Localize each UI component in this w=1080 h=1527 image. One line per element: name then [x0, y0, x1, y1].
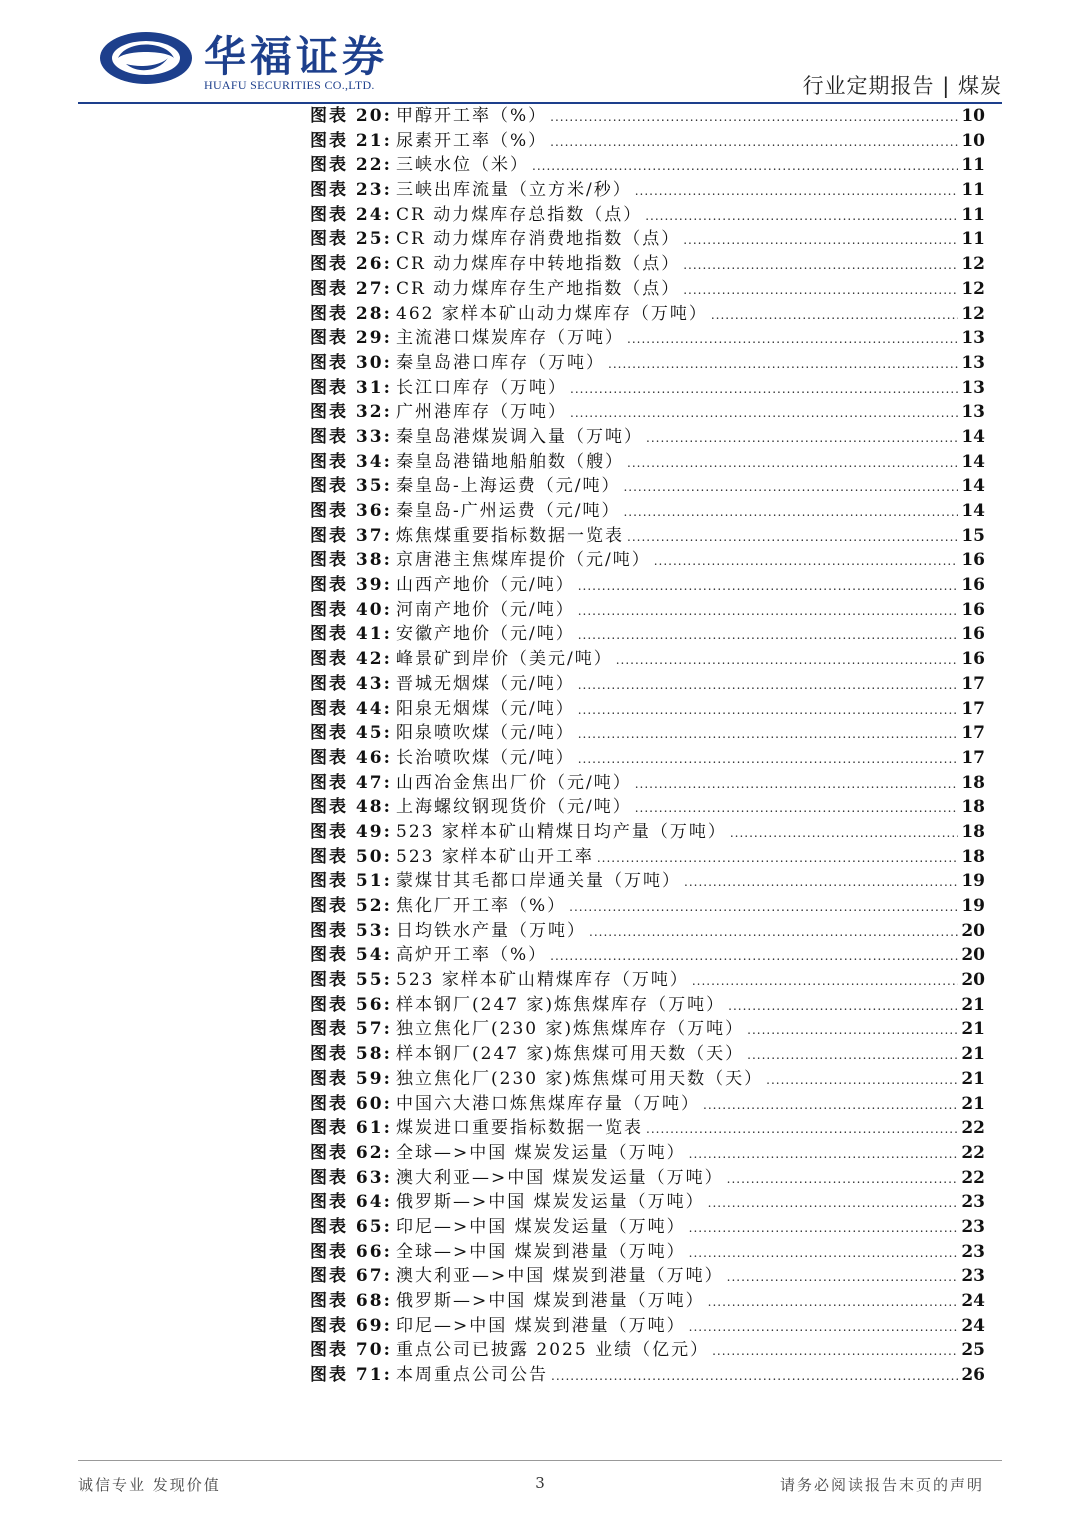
toc-entry-title: 蒙煤甘其毛都口岸通关量（万吨） — [396, 871, 681, 892]
toc-entry[interactable] — [310, 1116, 985, 1141]
toc-entry-label: 图表 26: — [310, 254, 392, 275]
toc-entry-title: 晋城无烟煤（元/吨） — [396, 673, 575, 694]
toc-entry-label: 图表 66: — [310, 1241, 392, 1262]
toc-entry-label: 图表 47: — [310, 772, 392, 793]
toc-dot-leader — [689, 1142, 959, 1167]
toc-entry-label: 图表 35: — [310, 476, 392, 497]
toc-entry-label: 图表 33: — [310, 426, 392, 447]
toc-entry-page: 21 — [961, 1068, 985, 1089]
toc-entry-label: 图表 23: — [310, 180, 392, 201]
toc-entry[interactable] — [310, 1363, 985, 1388]
toc-entry-page: 23 — [961, 1216, 985, 1237]
toc-entry-title: 山西产地价（元/吨） — [396, 575, 575, 596]
toc-entry[interactable] — [310, 351, 985, 376]
toc-dot-leader — [747, 1043, 958, 1068]
toc-entry-label: 图表 34: — [310, 451, 392, 472]
toc-entry[interactable] — [310, 1190, 985, 1215]
toc-entry-label: 图表 25: — [310, 229, 392, 250]
toc-entry-label: 图表 58: — [310, 1044, 392, 1065]
toc-entry[interactable] — [310, 845, 985, 870]
toc-entry-label: 图表 42: — [310, 649, 392, 670]
toc-entry[interactable] — [310, 1314, 985, 1339]
toc-dot-leader — [578, 747, 959, 772]
toc-entry[interactable] — [310, 697, 985, 722]
toc-entry-label: 图表 43: — [310, 673, 392, 694]
toc-entry-page: 18 — [961, 797, 985, 818]
toc-entry-page: 11 — [961, 155, 985, 176]
toc-entry-page: 15 — [961, 525, 985, 546]
toc-entry-page: 12 — [961, 254, 985, 275]
toc-dot-leader — [627, 451, 958, 476]
toc-entry-title: 尿素开工率（%） — [396, 130, 548, 151]
toc-dot-leader — [551, 1364, 958, 1389]
toc-entry[interactable] — [310, 746, 985, 771]
toc-entry-title: 广州港库存（万吨） — [396, 402, 567, 423]
toc-entry-title: CR 动力煤库存总指数（点） — [396, 204, 643, 225]
toc-dot-leader — [708, 1191, 959, 1216]
toc-entry-page: 11 — [961, 180, 985, 201]
toc-entry-title: 秦皇岛-广州运费（元/吨） — [396, 501, 621, 521]
toc-entry[interactable] — [310, 252, 985, 277]
toc-entry-page: 16 — [961, 550, 985, 571]
toc-entry-title: 523 家样本矿山开工率 — [396, 846, 594, 867]
toc-entry[interactable] — [310, 524, 985, 549]
toc-entry-title: 秦皇岛-上海运费（元/吨） — [396, 476, 621, 497]
toc-entry[interactable] — [310, 326, 985, 351]
toc-entry-label: 图表 61: — [310, 1118, 392, 1139]
toc-entry-label: 图表 68: — [310, 1291, 392, 1311]
toc-entry[interactable] — [310, 622, 985, 647]
toc-dot-leader — [727, 1265, 959, 1290]
toc-entry-title: 本周重点公司公告 — [396, 1365, 548, 1386]
toc-entry-page: 24 — [961, 1315, 985, 1336]
toc-entry-page: 13 — [961, 377, 985, 398]
toc-entry-title: 独立焦化厂(230 家)炼焦煤可用天数（天） — [396, 1068, 764, 1089]
toc-entry-title: 样本钢厂(247 家)炼焦煤可用天数（天） — [396, 1044, 745, 1065]
toc-dot-leader — [683, 253, 958, 278]
toc-entry[interactable] — [310, 795, 985, 820]
toc-entry-page: 18 — [961, 821, 985, 842]
toc-entry-title: 长江口库存（万吨） — [396, 377, 567, 398]
toc-entry-title: 俄罗斯—>中国 煤炭发运量（万吨） — [396, 1192, 705, 1213]
toc-dot-leader — [711, 303, 958, 328]
toc-dot-leader — [627, 525, 958, 550]
page-header — [0, 0, 1080, 108]
toc-entry-label: 图表 49: — [310, 821, 392, 842]
toc-entry-title: 澳大利亚—>中国 煤炭到港量（万吨） — [396, 1266, 724, 1287]
toc-entry-title: 京唐港主焦煤库提价（元/吨） — [396, 550, 651, 571]
toc-entry-title: 秦皇岛港锚地船舶数（艘） — [396, 451, 624, 472]
toc-entry-label: 图表 46: — [310, 747, 392, 768]
toc-entry-label: 图表 45: — [310, 723, 392, 744]
toc-entry-label: 图表 39: — [310, 575, 392, 596]
toc-dot-leader — [730, 821, 958, 846]
toc-dot-leader — [570, 377, 958, 402]
toc-entry-page: 11 — [961, 229, 985, 250]
toc-dot-leader — [646, 426, 958, 451]
toc-entry-label: 图表 20: — [310, 106, 392, 126]
toc-dot-leader — [578, 623, 959, 648]
toc-entry-label: 图表 36: — [310, 501, 392, 521]
toc-dot-leader — [635, 772, 959, 797]
toc-entry[interactable] — [310, 474, 985, 499]
toc-entry-page: 10 — [961, 106, 985, 126]
toc-entry-title: 煤炭进口重要指标数据一览表 — [396, 1118, 643, 1139]
toc-entry-label: 图表 40: — [310, 599, 392, 620]
toc-entry[interactable] — [310, 573, 985, 598]
toc-entry-page: 13 — [961, 328, 985, 349]
toc-entry[interactable] — [310, 1264, 985, 1289]
toc-entry-page: 22 — [961, 1167, 985, 1188]
toc-entry-page: 18 — [961, 772, 985, 793]
toc-entry-label: 图表 27: — [310, 278, 392, 299]
toc-entry-label: 图表 41: — [310, 624, 392, 645]
toc-entry-title: 独立焦化厂(230 家)炼焦煤库存（万吨） — [396, 1019, 745, 1040]
toc-entry-label: 图表 60: — [310, 1093, 392, 1114]
toc-dot-leader — [550, 130, 958, 155]
toc-entry-title: 样本钢厂(247 家)炼焦煤库存（万吨） — [396, 994, 726, 1015]
toc-entry-title: 炼焦煤重要指标数据一览表 — [396, 525, 624, 546]
toc-entry-label: 图表 29: — [310, 328, 392, 349]
toc-dot-leader — [623, 500, 958, 525]
footer-disclaimer: 请务必阅读报告末页的声明 — [779, 1476, 984, 1494]
toc-entry-title: 澳大利亚—>中国 煤炭发运量（万吨） — [396, 1167, 724, 1188]
toc-entry-title: 全球—>中国 煤炭到港量（万吨） — [396, 1241, 686, 1262]
toc-entry[interactable] — [310, 1289, 985, 1314]
toc-dot-leader — [569, 895, 958, 920]
toc-entry[interactable] — [310, 647, 985, 672]
toc-entry[interactable] — [310, 721, 985, 746]
toc-entry[interactable] — [310, 425, 985, 450]
toc-dot-leader — [728, 994, 958, 1019]
toc-dot-leader — [683, 228, 958, 253]
toc-entry[interactable] — [310, 598, 985, 623]
toc-entry[interactable] — [310, 227, 985, 252]
toc-entry-label: 图表 63: — [310, 1167, 392, 1188]
toc-entry-title: 三峡出库流量（立方米/秒） — [396, 180, 632, 201]
toc-entry-page: 12 — [961, 303, 985, 324]
toc-entry-label: 图表 70: — [310, 1340, 392, 1361]
toc-entry-page: 17 — [961, 723, 985, 744]
toc-entry-title: 焦化厂开工率（%） — [396, 896, 567, 916]
toc-entry-title: 上海螺纹钢现货价（元/吨） — [396, 797, 632, 818]
toc-entry[interactable] — [310, 1141, 985, 1166]
toc-entry-label: 图表 59: — [310, 1068, 392, 1089]
toc-entry-page: 17 — [961, 698, 985, 719]
toc-dot-leader — [627, 327, 958, 352]
toc-entry[interactable] — [310, 1067, 985, 1092]
toc-dot-leader — [616, 648, 959, 673]
toc-entry-page: 16 — [961, 624, 985, 645]
toc-entry-title: 河南产地价（元/吨） — [396, 599, 575, 620]
toc-entry-title: 三峡水位（米） — [396, 155, 529, 176]
toc-entry[interactable] — [310, 450, 985, 475]
toc-entry-label: 图表 31: — [310, 377, 392, 398]
toc-dot-leader — [689, 1241, 959, 1266]
table-of-figures — [310, 104, 985, 1388]
toc-entry-label: 图表 54: — [310, 945, 392, 966]
toc-entry-page: 14 — [961, 501, 985, 521]
toc-entry-label: 图表 62: — [310, 1142, 392, 1163]
toc-entry[interactable] — [310, 1017, 985, 1042]
toc-dot-leader — [703, 1093, 958, 1118]
toc-entry-title: CR 动力煤库存消费地指数（点） — [396, 229, 681, 250]
toc-entry-page: 22 — [961, 1118, 985, 1139]
toc-entry[interactable] — [310, 1092, 985, 1117]
toc-entry-page: 20 — [961, 945, 985, 966]
toc-entry-page: 23 — [961, 1192, 985, 1213]
toc-entry-title: 523 家样本矿山精煤库存（万吨） — [396, 970, 689, 991]
toc-dot-leader — [578, 673, 959, 698]
toc-entry-page: 13 — [961, 402, 985, 423]
toc-entry-title: 阳泉无烟煤（元/吨） — [396, 698, 575, 719]
toc-dot-leader — [727, 1167, 959, 1192]
toc-entry-label: 图表 32: — [310, 402, 392, 423]
toc-entry-title: 秦皇岛港煤炭调入量（万吨） — [396, 426, 643, 447]
toc-entry-title: 全球—>中国 煤炭发运量（万吨） — [396, 1142, 686, 1163]
toc-entry-label: 图表 22: — [310, 155, 392, 176]
toc-entry-title: 523 家样本矿山精煤日均产量（万吨） — [396, 821, 727, 842]
toc-entry[interactable] — [310, 1240, 985, 1265]
toc-dot-leader — [578, 722, 959, 747]
toc-entry[interactable] — [310, 277, 985, 302]
toc-entry-label: 图表 37: — [310, 525, 392, 546]
toc-entry-page: 22 — [961, 1142, 985, 1163]
toc-entry-page: 18 — [961, 846, 985, 867]
toc-entry-page: 21 — [961, 1044, 985, 1065]
toc-dot-leader — [646, 1117, 958, 1142]
toc-entry-label: 图表 69: — [310, 1315, 392, 1336]
toc-entry-title: 长治喷吹煤（元/吨） — [396, 747, 575, 768]
toc-dot-leader — [550, 944, 958, 969]
toc-dot-leader — [708, 1290, 959, 1315]
logo-chinese-name: 华福证券 — [204, 32, 389, 81]
toc-entry[interactable] — [310, 820, 985, 845]
toc-entry[interactable] — [310, 104, 985, 129]
toc-entry-page: 26 — [961, 1365, 985, 1386]
toc-dot-leader — [712, 1339, 958, 1364]
toc-entry-page: 17 — [961, 747, 985, 768]
toc-entry-title: 日均铁水产量（万吨） — [396, 920, 586, 941]
toc-entry-page: 24 — [961, 1291, 985, 1311]
toc-entry-title: 安徽产地价（元/吨） — [396, 624, 575, 645]
toc-dot-leader — [589, 920, 958, 945]
toc-entry[interactable] — [310, 1166, 985, 1191]
toc-entry-page: 14 — [961, 451, 985, 472]
toc-entry-page: 16 — [961, 649, 985, 670]
toc-dot-leader — [578, 574, 959, 599]
toc-entry-title: CR 动力煤库存中转地指数（点） — [396, 254, 681, 275]
toc-entry-page: 13 — [961, 352, 985, 373]
toc-dot-leader — [766, 1068, 958, 1093]
toc-entry-page: 23 — [961, 1266, 985, 1287]
toc-dot-leader — [692, 969, 958, 994]
toc-entry-title: 高炉开工率（%） — [396, 945, 548, 966]
toc-entry-page: 19 — [961, 896, 985, 916]
toc-entry-title: 重点公司已披露 2025 业绩（亿元） — [396, 1340, 710, 1361]
toc-entry-page: 11 — [961, 204, 985, 225]
toc-dot-leader — [689, 1315, 959, 1340]
toc-entry[interactable] — [310, 178, 985, 203]
toc-entry[interactable] — [310, 894, 985, 919]
toc-entry-page: 16 — [961, 575, 985, 596]
toc-dot-leader — [654, 549, 959, 574]
toc-entry-page: 19 — [961, 871, 985, 892]
toc-dot-leader — [608, 352, 958, 377]
toc-entry[interactable] — [310, 302, 985, 327]
toc-entry-title: 中国六大港口炼焦煤库存量（万吨） — [396, 1093, 700, 1114]
toc-entry[interactable] — [310, 203, 985, 228]
toc-entry[interactable] — [310, 771, 985, 796]
toc-entry-page: 14 — [961, 476, 985, 497]
toc-entry-title: 主流港口煤炭库存（万吨） — [396, 328, 624, 349]
toc-dot-leader — [645, 204, 958, 229]
toc-entry-page: 23 — [961, 1241, 985, 1262]
toc-entry-title: 阳泉喷吹煤（元/吨） — [396, 723, 575, 744]
toc-entry-page: 21 — [961, 1093, 985, 1114]
toc-entry-title: 甲醇开工率（%） — [396, 106, 548, 126]
toc-entry-label: 图表 64: — [310, 1192, 392, 1213]
toc-entry-title: CR 动力煤库存生产地指数（点） — [396, 278, 681, 299]
logo-english-name: HUAFU SECURITIES CO.,LTD. — [204, 78, 375, 92]
toc-dot-leader — [597, 846, 958, 871]
toc-entry[interactable] — [310, 968, 985, 993]
toc-entry-label: 图表 71: — [310, 1365, 392, 1386]
toc-entry-page: 25 — [961, 1340, 985, 1361]
toc-dot-leader — [635, 796, 959, 821]
toc-entry-page: 10 — [961, 130, 985, 151]
toc-entry-label: 图表 28: — [310, 303, 392, 324]
toc-entry-title: 印尼—>中国 煤炭到港量（万吨） — [396, 1315, 686, 1336]
toc-entry[interactable] — [310, 869, 985, 894]
toc-entry-label: 图表 48: — [310, 797, 392, 818]
toc-entry[interactable] — [310, 376, 985, 401]
toc-entry[interactable] — [310, 548, 985, 573]
toc-entry-label: 图表 51: — [310, 871, 392, 892]
page-number: 3 — [535, 1474, 545, 1492]
toc-entry-label: 图表 50: — [310, 846, 392, 867]
toc-entry-label: 图表 52: — [310, 896, 392, 916]
toc-dot-leader — [684, 870, 958, 895]
toc-entry[interactable] — [310, 919, 985, 944]
toc-entry[interactable] — [310, 153, 985, 178]
page-footer — [0, 1460, 1080, 1520]
toc-entry[interactable] — [310, 1215, 985, 1240]
toc-entry-label: 图表 44: — [310, 698, 392, 719]
toc-entry-title: 秦皇岛港口库存（万吨） — [396, 352, 605, 373]
toc-entry-label: 图表 38: — [310, 550, 392, 571]
toc-entry-label: 图表 24: — [310, 204, 392, 225]
toc-entry[interactable] — [310, 993, 985, 1018]
toc-entry-label: 图表 53: — [310, 920, 392, 941]
toc-entry-page: 16 — [961, 599, 985, 620]
toc-entry-page: 21 — [961, 1019, 985, 1040]
toc-entry-label: 图表 67: — [310, 1266, 392, 1287]
toc-dot-leader — [623, 475, 958, 500]
toc-entry-label: 图表 21: — [310, 130, 392, 151]
toc-dot-leader — [747, 1018, 958, 1043]
toc-dot-leader — [570, 401, 958, 426]
toc-dot-leader — [578, 599, 959, 624]
toc-entry[interactable] — [310, 499, 985, 524]
toc-entry[interactable] — [310, 129, 985, 154]
toc-entry-title: 印尼—>中国 煤炭发运量（万吨） — [396, 1216, 686, 1237]
toc-entry-page: 14 — [961, 426, 985, 447]
toc-entry[interactable] — [310, 1042, 985, 1067]
toc-dot-leader — [550, 105, 958, 130]
toc-entry-label: 图表 55: — [310, 970, 392, 991]
toc-entry-page: 17 — [961, 673, 985, 694]
toc-entry-page: 12 — [961, 278, 985, 299]
toc-dot-leader — [683, 278, 958, 303]
toc-entry-title: 俄罗斯—>中国 煤炭到港量（万吨） — [396, 1291, 705, 1311]
toc-dot-leader — [689, 1216, 959, 1241]
toc-entry-label: 图表 57: — [310, 1019, 392, 1040]
toc-dot-leader — [578, 698, 959, 723]
toc-entry[interactable] — [310, 400, 985, 425]
toc-entry[interactable] — [310, 943, 985, 968]
toc-dot-leader — [635, 179, 959, 204]
toc-entry-page: 20 — [961, 920, 985, 941]
toc-entry[interactable] — [310, 672, 985, 697]
report-type-label: 行业定期报告 | 煤炭 — [802, 74, 1002, 98]
toc-entry-title: 462 家样本矿山动力煤库存（万吨） — [396, 303, 708, 324]
toc-entry-label: 图表 30: — [310, 352, 392, 373]
footer-slogan: 诚信专业 发现价值 — [78, 1476, 221, 1494]
toc-entry[interactable] — [310, 1338, 985, 1363]
toc-entry-title: 山西冶金焦出厂价（元/吨） — [396, 772, 632, 793]
toc-entry-label: 图表 56: — [310, 994, 392, 1015]
toc-entry-label: 图表 65: — [310, 1216, 392, 1237]
toc-dot-leader — [532, 154, 958, 179]
toc-entry-page: 21 — [961, 994, 985, 1015]
huafu-logo-icon — [96, 28, 196, 88]
footer-divider — [78, 1460, 1002, 1461]
toc-entry-page: 20 — [961, 970, 985, 991]
toc-entry-title: 峰景矿到岸价（美元/吨） — [396, 649, 613, 670]
